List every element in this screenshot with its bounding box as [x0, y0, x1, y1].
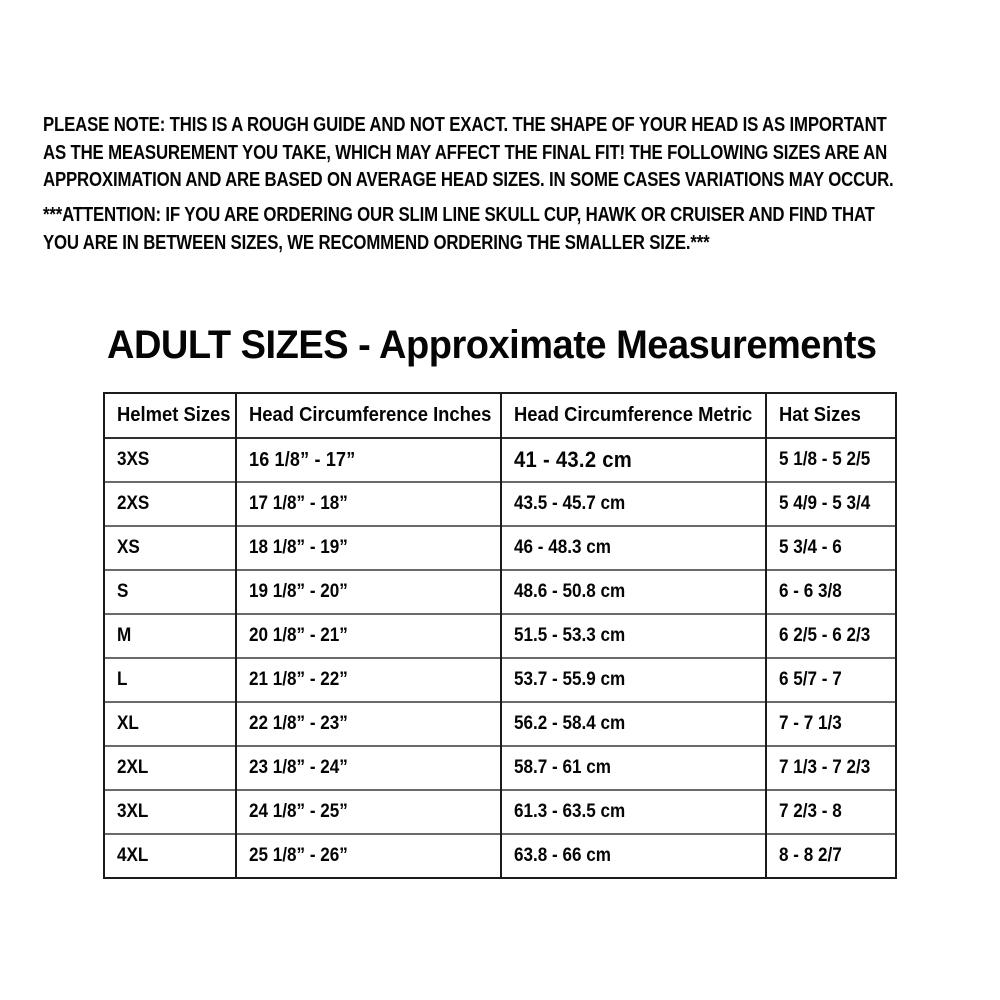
cell-circumference-metric: 58.7 - 61 cm — [501, 746, 766, 790]
table-body — [104, 438, 896, 878]
cell-circumference-metric: 61.3 - 63.5 cm — [501, 790, 766, 834]
cell-circumference-inches: 20 1/8” - 21” — [236, 614, 501, 658]
cell-helmet-size: XS — [104, 526, 236, 570]
cell-helmet-size: 2XL — [104, 746, 236, 790]
cell-circumference-inches: 19 1/8” - 20” — [236, 570, 501, 614]
table-row — [104, 482, 896, 526]
cell-hat-size: 6 2/5 - 6 2/3 — [766, 614, 896, 658]
cell-hat-size: 5 1/8 - 5 2/5 — [766, 438, 896, 482]
table-row — [104, 658, 896, 702]
cell-circumference-inches: 25 1/8” - 26” — [236, 834, 501, 878]
table-row — [104, 834, 896, 878]
cell-hat-size: 6 5/7 - 7 — [766, 658, 896, 702]
cell-helmet-size: L — [104, 658, 236, 702]
cell-helmet-size: 3XS — [104, 438, 236, 482]
table-header-row — [104, 393, 896, 438]
cell-circumference-metric: 41 - 43.2 cm — [501, 438, 766, 482]
cell-circumference-inches: 24 1/8” - 25” — [236, 790, 501, 834]
cell-circumference-metric: 51.5 - 53.3 cm — [501, 614, 766, 658]
disclaimer-line: PLEASE NOTE: THIS IS A ROUGH GUIDE AND NOT EXACT. THE SHAPE OF YOUR HEAD IS AS IMPORTANT — [43, 114, 887, 136]
cell-circumference-metric: 63.8 - 66 cm — [501, 834, 766, 878]
cell-hat-size: 7 - 7 1/3 — [766, 702, 896, 746]
col-header-circumference-inches: Head Circumference Inches — [236, 393, 501, 438]
cell-hat-size: 8 - 8 2/7 — [766, 834, 896, 878]
cell-helmet-size: XL — [104, 702, 236, 746]
cell-helmet-size: M — [104, 614, 236, 658]
attention-line: ***ATTENTION: IF YOU ARE ORDERING OUR SLIM LINE SKULL CUP, HAWK OR CRUISER AND FIND THAT — [43, 204, 875, 226]
cell-hat-size: 5 3/4 - 6 — [766, 526, 896, 570]
disclaimer-line: AS THE MEASUREMENT YOU TAKE, WHICH MAY AFFECT THE FINAL FIT! THE FOLLOWING SIZES ARE AN — [43, 141, 888, 164]
cell-helmet-size: 3XL — [104, 790, 236, 834]
cell-circumference-inches: 16 1/8” - 17” — [236, 438, 501, 482]
cell-hat-size: 6 - 6 3/8 — [766, 570, 896, 614]
cell-circumference-inches: 23 1/8” - 24” — [236, 746, 501, 790]
attention-line: YOU ARE IN BETWEEN SIZES, WE RECOMMEND ORDERING THE SMALLER SIZE.*** — [43, 231, 710, 254]
col-header-helmet-sizes: Helmet Sizes — [104, 393, 236, 438]
table-row — [104, 526, 896, 570]
page-title: ADULT SIZES - Approximate Measurements — [107, 323, 877, 367]
cell-helmet-size: 2XS — [104, 482, 236, 526]
cell-circumference-inches: 18 1/8” - 19” — [236, 526, 501, 570]
cell-helmet-size: 4XL — [104, 834, 236, 878]
cell-hat-size: 7 1/3 - 7 2/3 — [766, 746, 896, 790]
cell-hat-size: 5 4/9 - 5 3/4 — [766, 482, 896, 526]
cell-circumference-inches: 22 1/8” - 23” — [236, 702, 501, 746]
table-row — [104, 614, 896, 658]
cell-circumference-metric: 46 - 48.3 cm — [501, 526, 766, 570]
cell-hat-size: 7 2/3 - 8 — [766, 790, 896, 834]
col-header-hat-sizes: Hat Sizes — [766, 393, 896, 438]
disclaimer-note — [43, 112, 1000, 195]
cell-circumference-inches: 17 1/8” - 18” — [236, 482, 501, 526]
cell-circumference-metric: 56.2 - 58.4 cm — [501, 702, 766, 746]
cell-helmet-size: S — [104, 570, 236, 614]
cell-circumference-metric: 43.5 - 45.7 cm — [501, 482, 766, 526]
cell-circumference-metric: 48.6 - 50.8 cm — [501, 570, 766, 614]
cell-circumference-inches: 21 1/8” - 22” — [236, 658, 501, 702]
table-row — [104, 746, 896, 790]
attention-note — [43, 202, 1000, 257]
cell-circumference-metric: 53.7 - 55.9 cm — [501, 658, 766, 702]
table-row — [104, 790, 896, 834]
table-row — [104, 702, 896, 746]
size-table — [103, 392, 897, 879]
table-row — [104, 570, 896, 614]
col-header-circumference-metric: Head Circumference Metric — [501, 393, 766, 438]
table-row — [104, 438, 896, 482]
disclaimer-line: APPROXIMATION AND ARE BASED ON AVERAGE HEAD SIZES. IN SOME CASES VARIATIONS MAY OCCUR. — [43, 169, 894, 191]
